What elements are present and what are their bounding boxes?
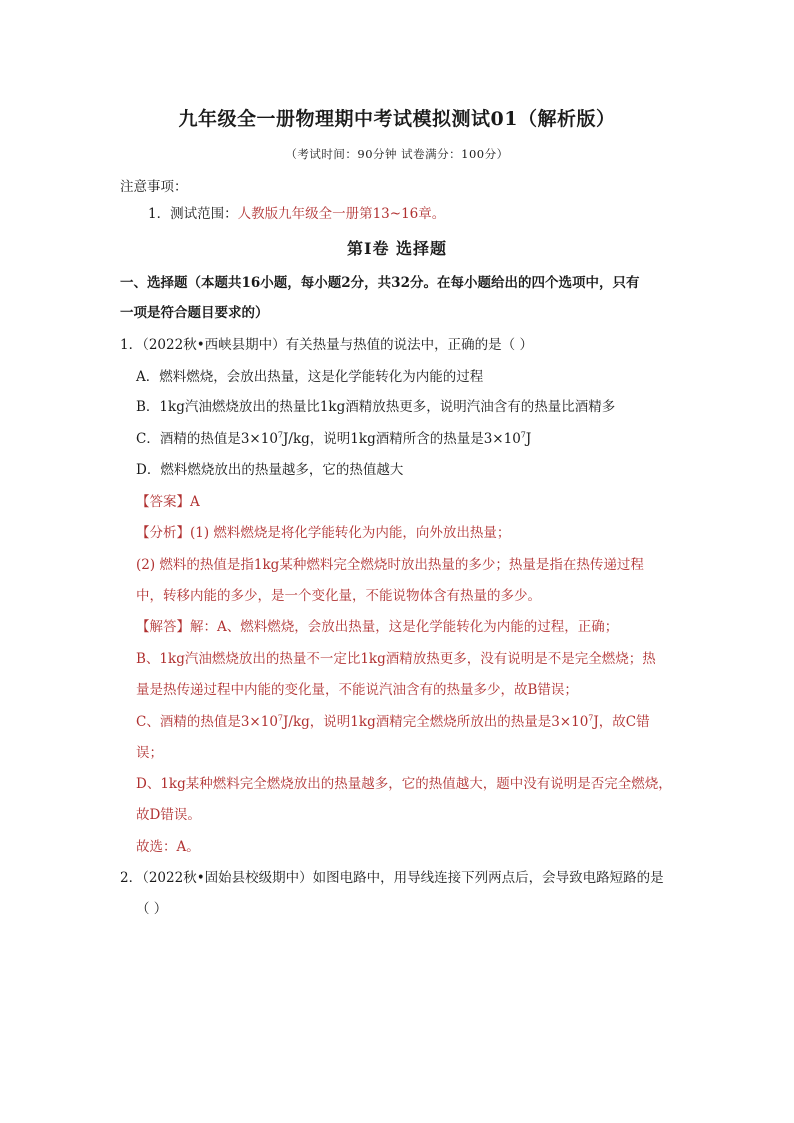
- answer-value: A: [190, 494, 200, 510]
- answer-label: 【答案】: [136, 494, 190, 510]
- solution-line-5: 误；: [136, 745, 163, 761]
- question-1-option-a: A．燃料燃烧，会放出热量，这是化学能转化为内能的过程: [136, 369, 484, 385]
- question-1-stem: 1．（2022秋•西峡县期中）有关热量与热值的说法中，正确的是（ ）: [120, 337, 533, 353]
- answer: [136, 493, 200, 511]
- notes-item-1-prefix: 1．测试范围：: [148, 206, 238, 222]
- page-title: 九年级全一册物理期中考试模拟测试01（解析版）: [178, 108, 616, 130]
- question-1-option-c: C．酒精的热值是$3\times 10^7J/kg$，说明1kg酒精所含的热量是$3\times 10^7J$: [136, 430, 532, 447]
- question-1-option-b: B．1kg汽油燃烧放出的热量比1kg酒精放热更多，说明汽油含有的热量比酒精多: [136, 399, 616, 415]
- section-instruction-line-2: 一项是符合题目要求的）: [120, 305, 269, 321]
- notes-item-1: [148, 205, 445, 223]
- section-instruction-line-1: 一、选择题（本题共16小题，每小题2分，共32分。在每小题给出的四个选项中，只有: [120, 275, 640, 291]
- conclusion: 故选：A。: [136, 839, 200, 855]
- solution-line-7: 故D错误。: [136, 807, 201, 823]
- solution-label: 【解答】: [136, 619, 190, 635]
- solution-line-3: 量是热传递过程中内能的变化量，不能说汽油含有的热量多少，故B错误；: [136, 682, 578, 698]
- notes-item-1-body: 人教版九年级全一册第13~16章。: [237, 206, 446, 222]
- solution-line-4: C、酒精的热值是$3\times 10^7J/kg$，说明1kg酒精完全燃烧所放出的热量是$3\times 10^7J$，故C错: [136, 713, 650, 730]
- solution-line-1: 【解答】解：A、燃料燃烧，会放出热量，这是化学能转化为内能的过程，正确；: [136, 619, 619, 635]
- solution-line-2: B、1kg汽油燃烧放出的热量不一定比1kg酒精放热更多，没有说明是不是完全燃烧；热: [136, 651, 656, 667]
- exam-info: （考试时间：90分钟 试卷满分：100分）: [285, 147, 509, 161]
- analysis-line-2: (2) 燃料的热值是指1kg某种燃料完全燃烧时放出热量的多少；热量是指在热传递过程: [136, 557, 644, 573]
- question-2-stem-line-2: （ ）: [136, 901, 168, 917]
- analysis-line-1: 【分析】(1) 燃料燃烧是将化学能转化为内能，向外放出热量；: [136, 525, 511, 541]
- section-title: 第Ⅰ卷 选择题: [346, 239, 448, 258]
- question-2-stem-line-1: 2．（2022秋•固始县校级期中）如图电路中，用导线连接下列两点后，会导致电路短路的是: [120, 870, 664, 886]
- analysis-line-3: 中，转移内能的多少，是一个变化量，不能说物体含有热量的多少。: [136, 588, 541, 604]
- analysis-label: 【分析】: [136, 525, 190, 541]
- notes-heading: 注意事项：: [120, 179, 188, 195]
- solution-line-6: D、1kg某种燃料完全燃烧放出的热量越多，它的热值越大，题中没有说明是否完全燃烧，: [136, 776, 672, 792]
- question-1-option-d: D．燃料燃烧放出的热量越多，它的热值越大: [136, 462, 404, 478]
